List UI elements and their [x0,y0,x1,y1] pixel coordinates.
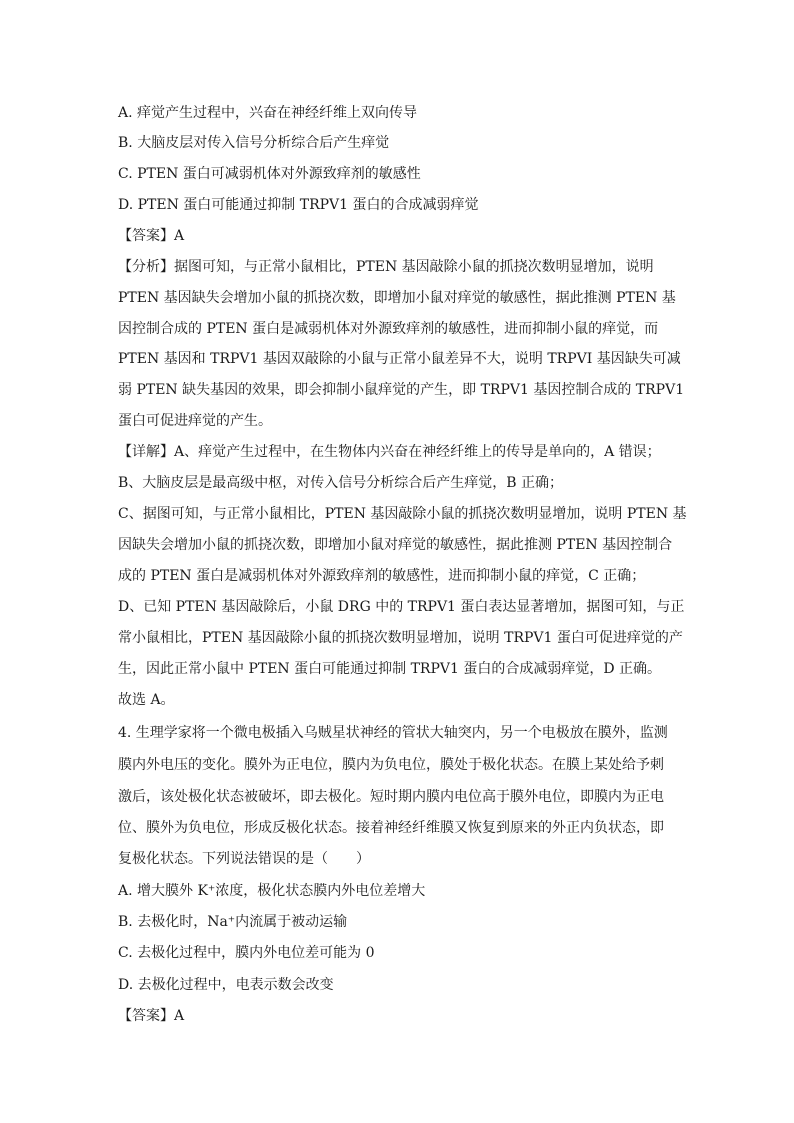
question-4-line: 激后，该处极化状态被破坏，即去极化。短时期内膜内电位高于膜外电位，即膜内为正电 [118,789,664,805]
option-b-q3: B. 大脑皮层对传入信号分析综合后产生痒觉 [118,135,390,151]
detail-line: C、据图可知，与正常小鼠相比，PTEN 基因敲除小鼠的抓挠次数明显增加，说明 PTEN 基 [118,506,687,522]
option-c-q4: C. 去极化过程中，膜内外电位差可能为 0 [118,945,375,961]
answer-q3: 【答案】A [118,228,185,244]
detail-line: 生，因此正常小鼠中 PTEN 蛋白可能通过抑制 TRPV1 蛋白的合成减弱痒觉，D 正确。 [118,661,662,677]
analysis-line: PTEN 基因缺失会增加小鼠的抓挠次数，即增加小鼠对痒觉的敏感性，据此推测 PTEN 基 [118,290,676,306]
option-d-q4: D. 去极化过程中，电表示数会改变 [118,977,334,993]
detail-line: D、已知 PTEN 基因敲除后，小鼠 DRG 中的 TRPV1 蛋白表达显著增加，据图可知，与正 [118,599,685,615]
analysis-line: 因控制合成的 PTEN 蛋白是减弱机体对外源致痒剂的敏感性，进而抑制小鼠的痒觉，而 [118,321,659,337]
option-d-q3: D. PTEN 蛋白可能通过抑制 TRPV1 蛋白的合成减弱痒觉 [118,197,479,213]
analysis-line: 蛋白可促进痒觉的产生。 [118,413,272,429]
question-4-line: 4. 生理学家将一个微电极插入乌贼星状神经的管状大轴突内，另一个电极放在膜外，监测 [118,725,668,741]
option-c-q3: C. PTEN 蛋白可减弱机体对外源致痒剂的敏感性 [118,166,421,182]
answer-q4: 【答案】A [118,1008,185,1024]
question-4-line: 复极化状态。下列说法错误的是（ ） [118,851,370,867]
detail-line: 成的 PTEN 蛋白是减弱机体对外源致痒剂的敏感性，进而抑制小鼠的痒觉，C 正确； [118,568,646,584]
question-4-line: 位、膜外为负电位，形成反极化状态。接着神经纤维膜又恢复到原来的外正内负状态，即 [118,820,664,836]
analysis-line: 【分析】据图可知，与正常小鼠相比，PTEN 基因敲除小鼠的抓挠次数明显增加，说明 [118,259,654,275]
analysis-line: 弱 PTEN 缺失基因的效果，即会抑制小鼠痒觉的产生，即 TRPV1 基因控制合成的 TRPV1 [118,382,685,398]
analysis-line: PTEN 基因和 TRPV1 基因双敲除的小鼠与正常小鼠差异不大，说明 TRPVI 基因缺失可减 [118,351,681,367]
detail-line: 常小鼠相比，PTEN 基因敲除小鼠的抓挠次数明显增加，说明 TRPV1 蛋白可促进痒觉的产 [118,630,683,646]
detail-line: 故选 A。 [118,692,175,708]
question-4-line: 膜内外电压的变化。膜外为正电位，膜内为负电位，膜处于极化状态。在膜上某处给予刺 [118,757,664,773]
detail-line: 【详解】A、痒觉产生过程中，在生物体内兴奋在神经纤维上的传导是单向的，A 错误； [118,444,661,460]
option-a-q3: A. 痒觉产生过程中，兴奋在神经纤维上双向传导 [118,105,418,121]
detail-line: B、大脑皮层是最高级中枢，对传入信号分析综合后产生痒觉，B 正确； [118,475,564,491]
detail-line: 因缺失会增加小鼠的抓挠次数，即增加小鼠对痒觉的敏感性，据此推测 PTEN 基因控制合 [118,537,673,553]
option-a-q4: A. 增大膜外 K⁺浓度，极化状态膜内外电位差增大 [118,883,426,899]
option-b-q4: B. 去极化时，Na⁺内流属于被动运输 [118,914,348,930]
